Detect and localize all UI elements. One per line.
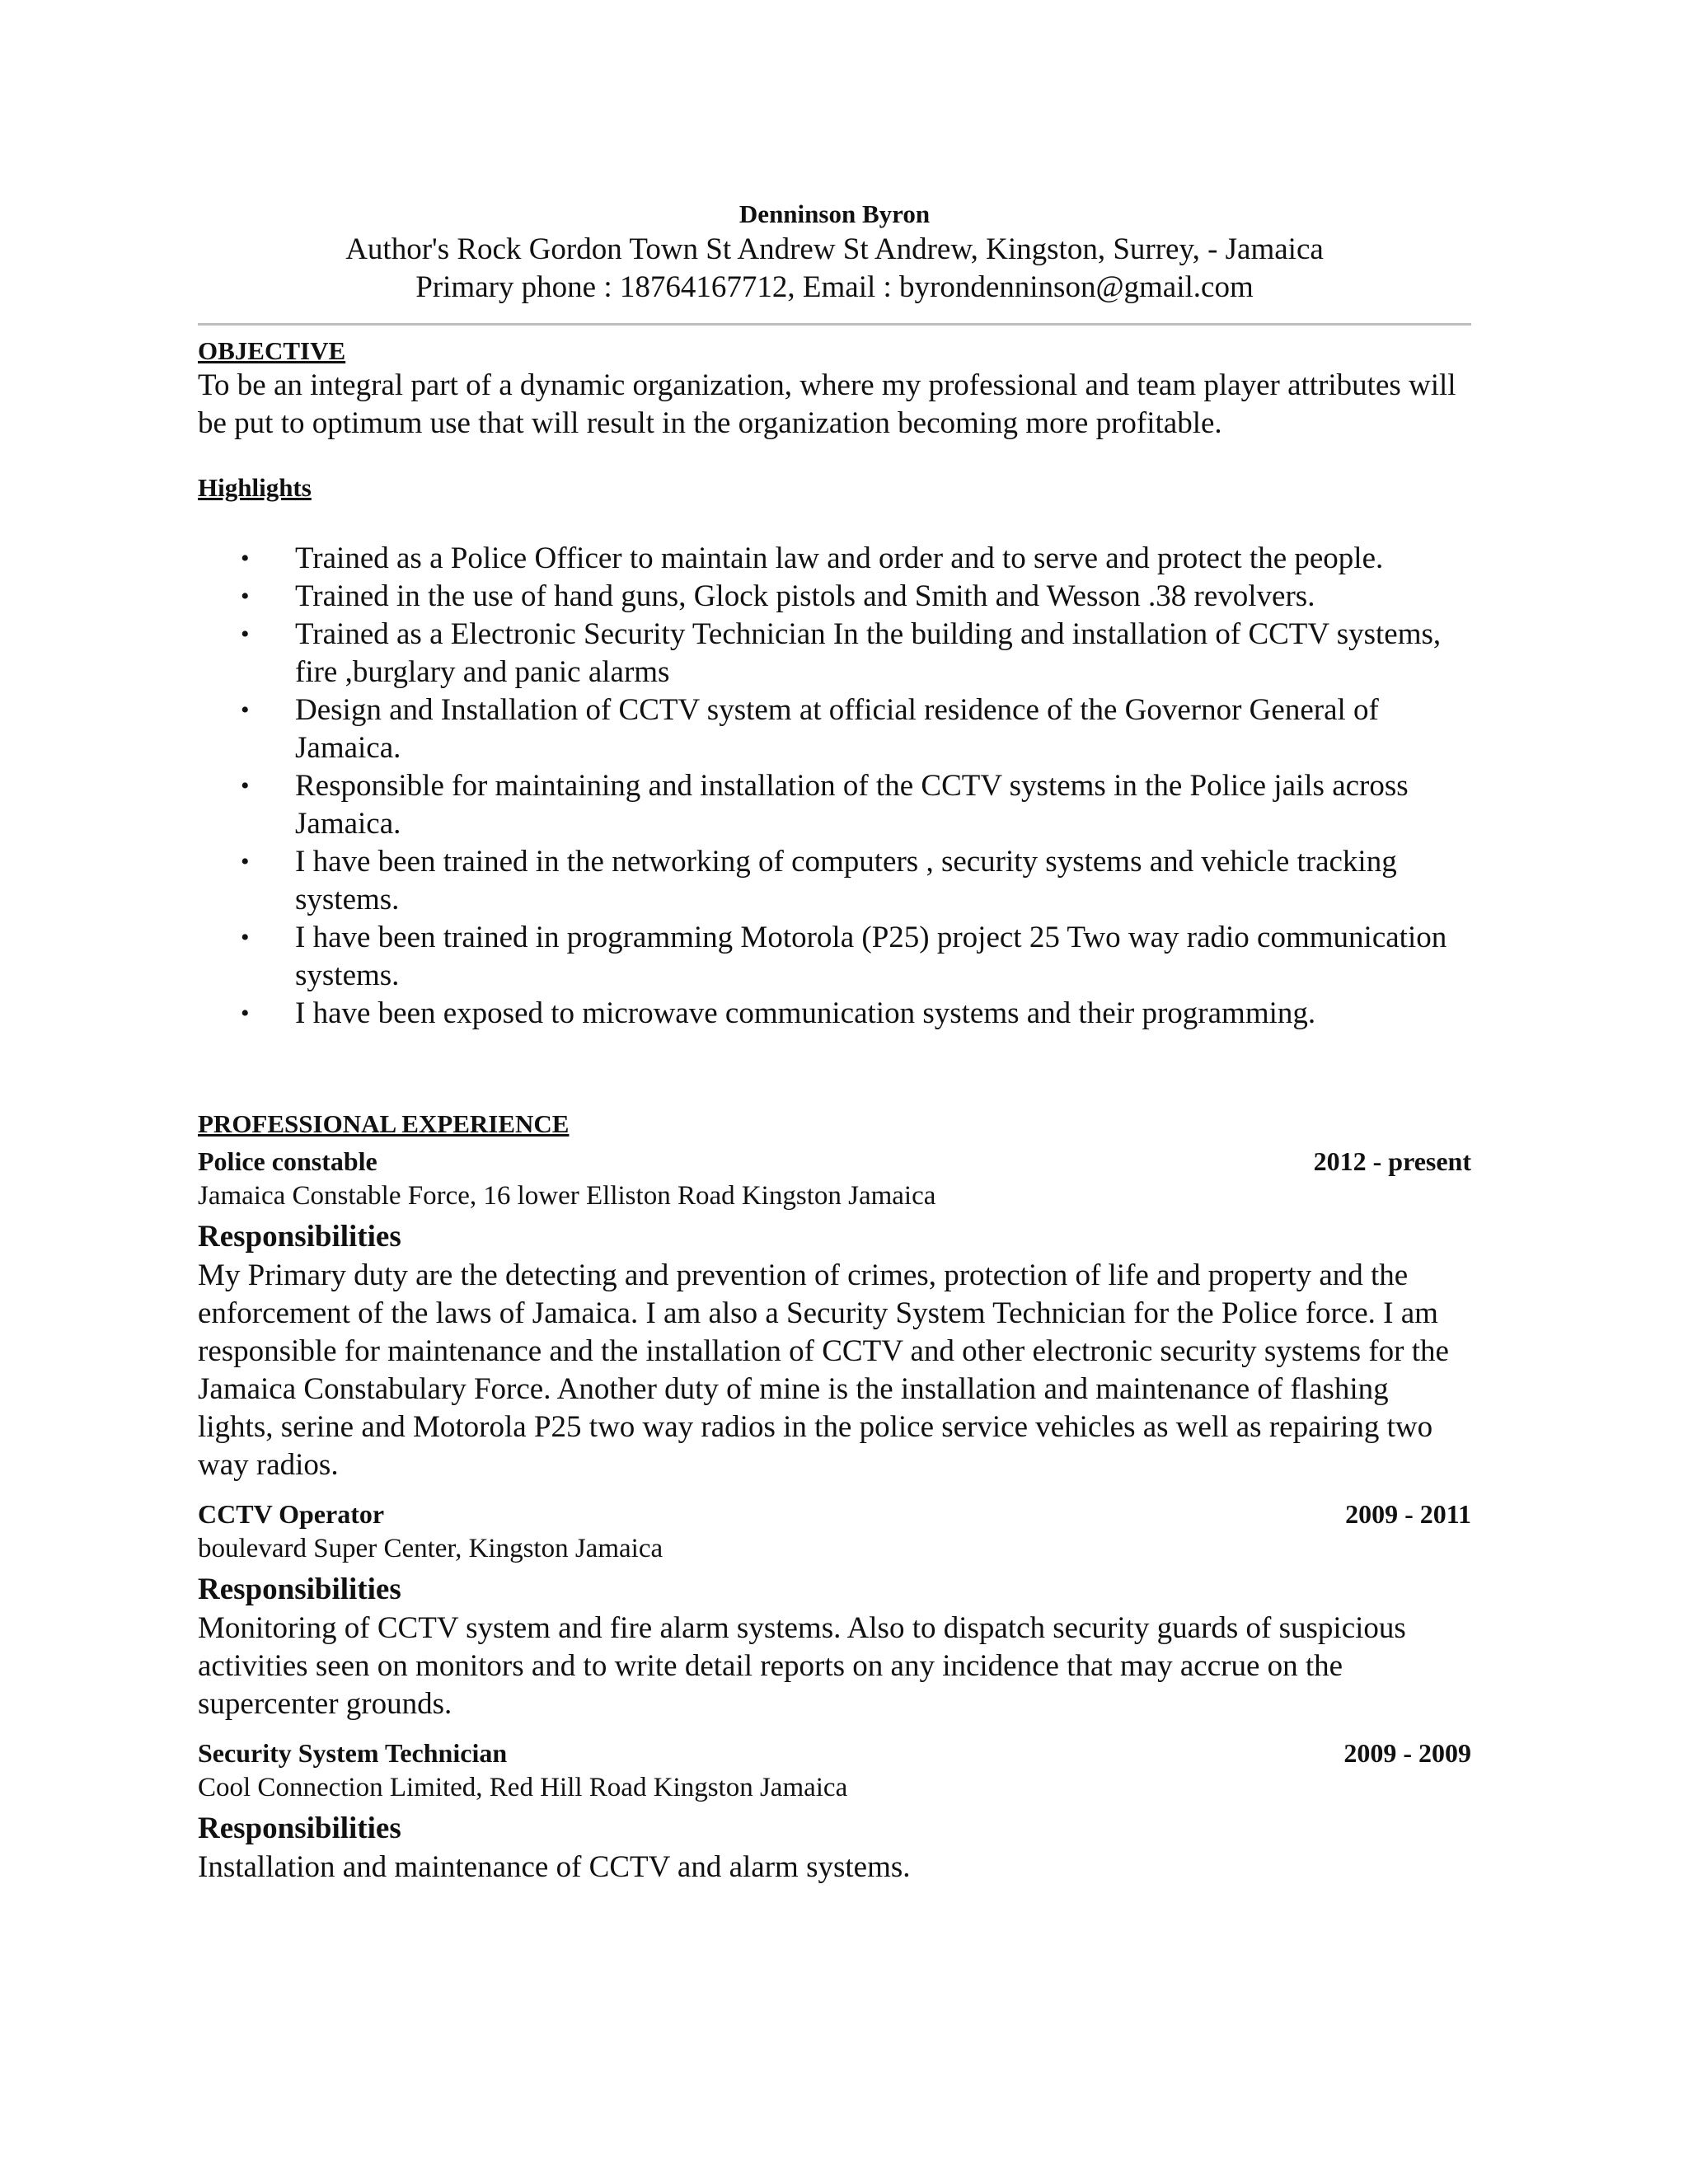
bullet-icon: •: [241, 924, 250, 951]
responsibilities-title: Responsibilities: [198, 1572, 401, 1606]
bullet-icon: •: [241, 1000, 250, 1027]
responsibilities-text: Monitoring of CCTV system and fire alarm systems. Also to dispatch security guards of suspicious activities seen on monitors and to write detail reports on any incidence that may accrue on the supercenter grounds.: [198, 1611, 1406, 1721]
objective-title: OBJECTIVE: [198, 336, 346, 365]
job-dates: 2012 - present: [1313, 1146, 1471, 1176]
highlight-item: • I have been trained in the networking of computers , security systems and vehicle tracking systems.: [241, 845, 1397, 916]
bullet-icon: •: [241, 848, 250, 875]
resume-header: [198, 198, 1471, 307]
responsibilities-text: Installation and maintenance of CCTV and alarm systems.: [198, 1850, 911, 1884]
highlight-item: • Responsible for maintaining and installation of the CCTV systems in the Police jails across Jamaica.: [241, 769, 1409, 841]
bullet-icon: •: [241, 696, 250, 724]
job-role: Police constable: [198, 1146, 377, 1176]
highlights-title: Highlights: [198, 473, 312, 502]
resume-page: [198, 198, 1471, 1886]
bullet-icon: •: [241, 621, 250, 648]
job-company: Jamaica Constable Force, 16 lower Elliston Road Kingston Jamaica: [198, 1181, 936, 1211]
objective-section: [198, 335, 1471, 443]
job-company: boulevard Super Center, Kingston Jamaica: [198, 1534, 663, 1563]
job-dates: 2009 - 2009: [1343, 1738, 1471, 1768]
job-role: CCTV Operator: [198, 1499, 385, 1529]
job-entry: [198, 1735, 1471, 1886]
responsibilities-title: Responsibilities: [198, 1811, 401, 1845]
highlight-item: • Trained in the use of hand guns, Glock pistols and Smith and Wesson .38 revolvers.: [198, 578, 1471, 616]
highlights-list: [198, 540, 1471, 1033]
highlight-item: • Design and Installation of CCTV system at official residence of the Governor General of Jamaica.: [241, 693, 1379, 765]
job-heading: [198, 1735, 1471, 1771]
highlight-item: • Trained as a Police Officer to maintain law and order and to serve and protect the people.: [198, 540, 1471, 578]
contact-line: Primary phone : 18764167712, Email : byrondenninson@gmail.com: [415, 270, 1254, 304]
job-heading: [198, 1496, 1471, 1532]
job-company: Cool Connection Limited, Red Hill Road Kingston Jamaica: [198, 1773, 848, 1802]
job-heading: [198, 1143, 1471, 1179]
responsibilities-title: Responsibilities: [198, 1220, 401, 1254]
highlight-item: • I have been trained in programming Motorola (P25) project 25 Two way radio communication systems.: [241, 921, 1447, 992]
bullet-icon: •: [241, 583, 250, 610]
job-role: Security System Technician: [198, 1738, 508, 1768]
candidate-name: Denninson Byron: [738, 199, 931, 228]
job-entry: [198, 1496, 1471, 1723]
job-dates: 2009 - 2011: [1345, 1499, 1471, 1529]
header-divider: [198, 323, 1471, 326]
highlight-item: • Trained as a Electronic Security Technician In the building and installation of CCTV systems, fire ,burglary and panic alarms: [241, 617, 1442, 689]
bullet-icon: •: [241, 772, 250, 799]
objective-text: To be an integral part of a dynamic organization, where my professional and team player attributes will be put to optimum use that will result in the organization becoming more profitable.: [198, 368, 1456, 440]
experience-title: PROFESSIONAL EXPERIENCE: [198, 1109, 570, 1138]
responsibilities-text: My Primary duty are the detecting and prevention of crimes, protection of life and property and the enforcement of the laws of Jamaica. I am also a Security System Technician for the Police force. I am responsible for maintenance and the installation of CCTV and other electronic security systems for the Jamaica Constabulary Force. Another duty of mine is the installation and maintenance of flashing lights, serine and Motorola P25 two way radios in the police service vehicles as well as repairing two way radios.: [198, 1258, 1449, 1482]
highlight-item: • I have been exposed to microwave communication systems and their programming.: [198, 995, 1471, 1033]
job-entry: [198, 1143, 1471, 1484]
address-line: Author's Rock Gordon Town St Andrew St Andrew, Kingston, Surrey, - Jamaica: [345, 232, 1324, 266]
bullet-icon: •: [241, 545, 250, 572]
